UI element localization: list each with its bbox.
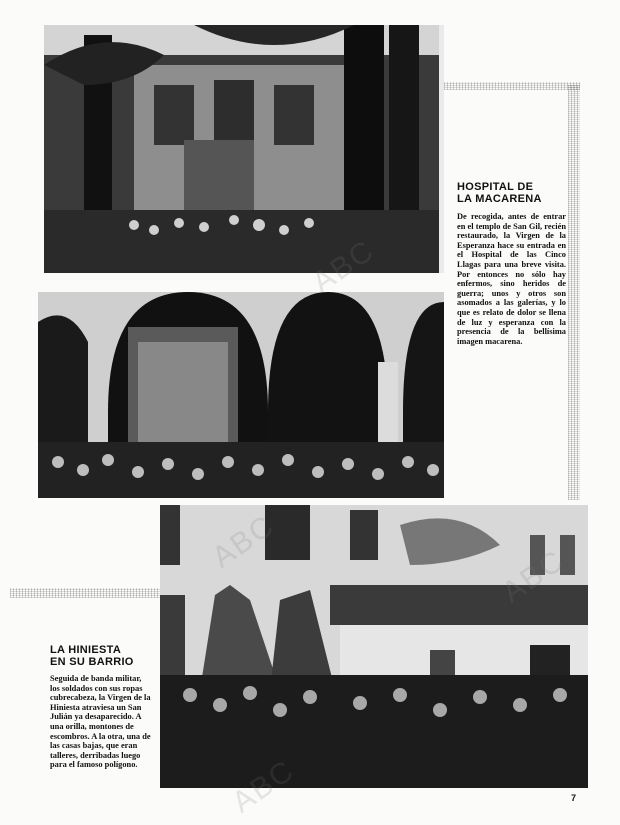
headline-hospital-macarena: HOSPITAL DE LA MACARENA <box>457 181 542 205</box>
decorative-border <box>10 588 160 598</box>
photo-arcade-procession <box>38 292 444 498</box>
photo-street-procession <box>160 505 588 788</box>
decorative-border <box>444 82 580 90</box>
headline-hiniesta-barrio: LA HINIESTA EN SU BARRIO <box>50 644 134 668</box>
decorative-border <box>568 85 580 500</box>
caption-hospital-macarena: De recogida, antes de entrar en el templo de San Gil, recién restaurado, la Virgen de la Esperanza hace su entrada en el Hospital de las Cinco Llagas para una breve visita. Por entonces no sólo hay enfermos, sino heridos de guerra; unos y otros son asomados a las galerías, y lo que es relato de dolor se llena de luz y esperanza con la presencia de la bellísima imagen macarena. <box>457 212 566 346</box>
photo-hospital-courtyard <box>44 25 444 273</box>
caption-hiniesta-barrio: Seguida de banda militar, los soldados con sus ropas cubrecabeza, la Virgen de la Hiniesta atraviesa un San Julián ya desaparecido. A una orilla, montones de escombros. A la otra, una de las casas bajas, que eran talleres, derribadas luego para el famoso polígono. <box>50 674 151 770</box>
page-number: 7 <box>570 793 576 803</box>
